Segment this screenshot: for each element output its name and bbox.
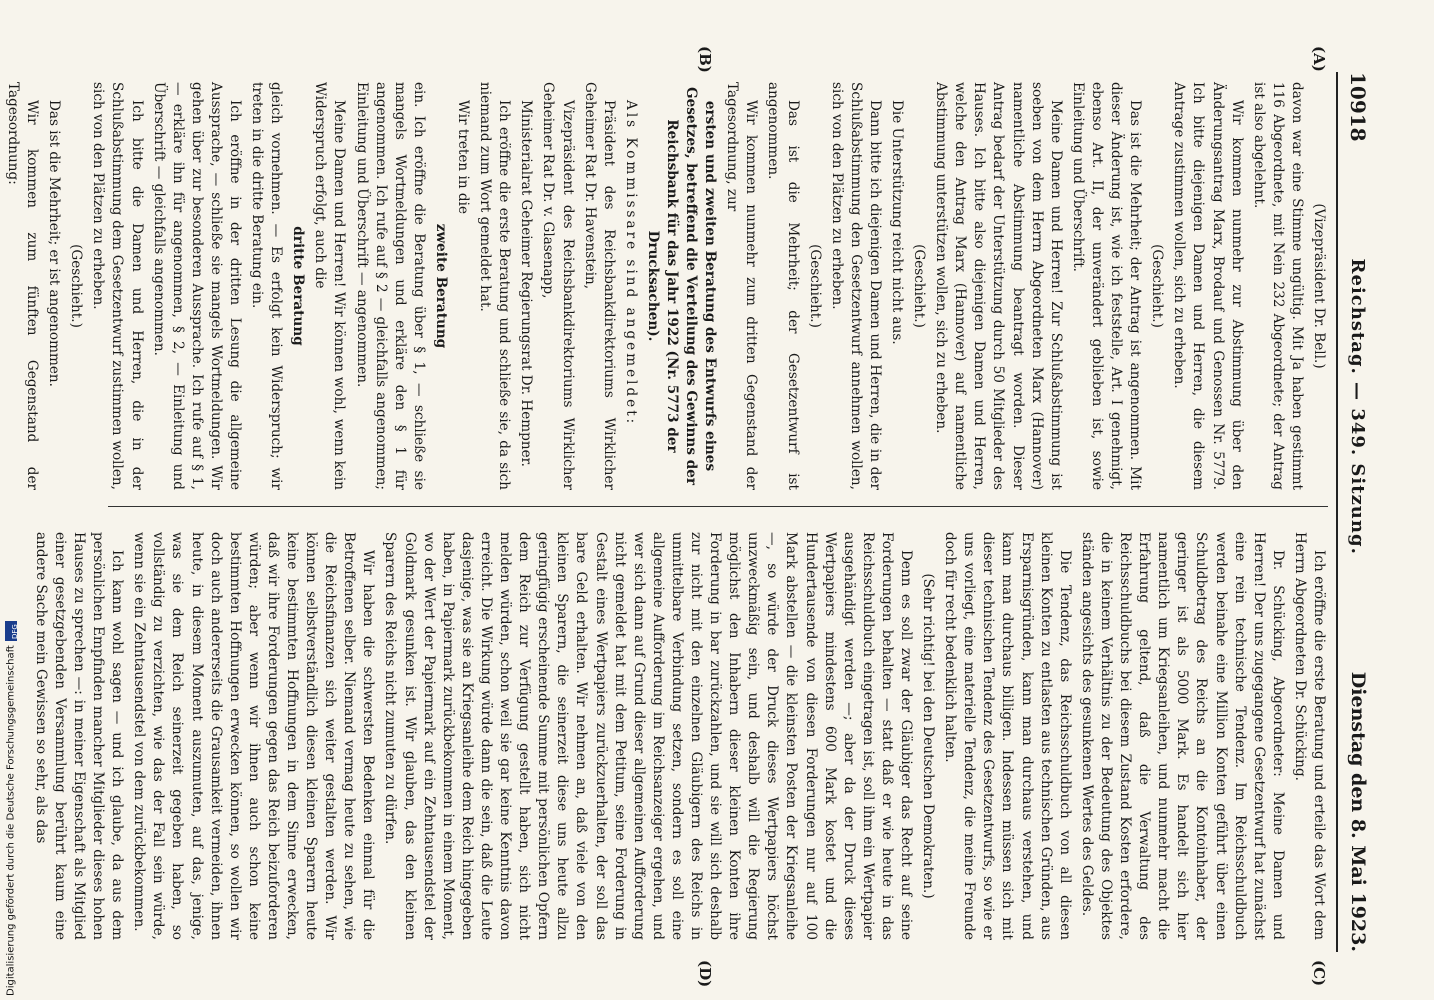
- left-column: [5, 82, 1328, 490]
- paragraph: Wir kommen zum fünften Gegenstand der Tagesordnung:: [5, 82, 41, 490]
- margin-mark-b: (B): [696, 46, 714, 73]
- running-title: Reichstag. — 349. Sitzung.: [1347, 258, 1369, 555]
- speaker-note: (Vizepräsident Dr. Bell.): [1311, 203, 1327, 369]
- section-heading: dritte Beratung: [290, 226, 307, 346]
- paragraph: Das ist die Mehrheit; der Gesetzentwurf ist angenommen.: [765, 82, 801, 490]
- header-rule: [1336, 72, 1338, 952]
- page-header: [1342, 72, 1374, 952]
- paragraph: Die Unterstützung reicht nicht aus.: [889, 100, 906, 345]
- column-divider: [108, 506, 1328, 507]
- stage-note: (Geschieht.): [68, 244, 85, 328]
- agenda-item-title: ersten und zweiten Beratung des Entwurfs eines Gesetzes, betreffend die Verteilung des Gewinns der Reichsbank für das Jahr 1922 (Nr. 5773 der Drucksachen).: [644, 86, 719, 486]
- stage-note: (Geschieht.): [1149, 244, 1166, 328]
- stage-note: (Geschieht.): [806, 244, 823, 328]
- stage-note: (Sehr richtig! bei den Deutschen Demokraten.): [920, 573, 937, 899]
- digitization-credit: [4, 606, 18, 996]
- paragraph: Wir treten in die: [455, 100, 472, 215]
- paragraph: Die Tendenz, das Reichsschuldbuch von all diesen kleinen Konten zu entlasten aus technischen Gründen, aus Ersparnisgründen, kann man durchaus verstehen, und kann man durchaus billigen. Indessen müssen sich mit dieser technischen Tendenz des Gesetzentwurfs, so wie er uns vorliegt, eine materielle Tendenz, die meine Freunde doch für recht bedenklich halten.: [942, 532, 1073, 940]
- paragraph: Vizepräsident des Reichsbankdirektoriums Wirklicher Geheimer Rat Dr. v. Glasenapp,: [540, 82, 576, 490]
- margin-mark-a: (A): [1310, 46, 1328, 72]
- paragraph: Wir kommen nunmehr zum dritten Gegenstand der Tagesordnung, zur: [724, 82, 760, 490]
- margin-mark-c: (C): [1310, 960, 1328, 987]
- page-number: 10918: [1346, 72, 1370, 142]
- paragraph: Wir haben die schwersten Bedenken einmal für die Betroffenen selber. Niemand vermag heute zu sehen, wie die Reichsfinanzen sich weiter gestalten werden. Wir können selbstverständlich diesen kleinen Sparern heute keine bestimmten Hoffnungen in dem Sinne erwecken, daß wir ihre Forderungen gegen das Reich beizuforderen würden; aber wenn wir ihnen auch schon keine bestimmten Hoffnungen erwecken können, so wollen wir doch auch andererseits die Grausamkeit vermeiden, ihnen heute, in diesem Moment auszumuten, auf das, jenige, was sie dem Reich seinerzeit gegeben haben, so vollständig zu verzichten, wie das der Fall sein würde, wenn sie ein Zehntausendstel von dem zurückbekommen.: [131, 532, 377, 940]
- paragraph: Ich eröffne in der dritten Lesung die allgemeine Aussprache, — schließe sie mangels Wortmeldungen. Wir gehen über zur besonderen Aussprache. Ich rufe auf § 1, — erkläre ihn für angenommen, § 2, — Einleitung und Überschrift — gleichfalls angenommen.: [150, 82, 244, 490]
- section-heading: zweite Beratung: [432, 223, 449, 349]
- paragraph: Ministerialrat Geheimer Regierungsrat Dr. Hempner.: [518, 100, 535, 467]
- paragraph: gleich vornehmen. — Es erfolgt kein Widerspruch; wir treten in die dritte Beratung ein.: [249, 82, 285, 490]
- paragraph: Präsident des Reichsbankdirektoriums Wirklicher Geheimer Rat Dr. Havenstein,: [581, 82, 617, 490]
- credit-text: Digitalisierung gefördert durch die Deutsche Forschungsgemeinschaft: [5, 645, 17, 996]
- session-date: Dienstag den 8. Mai 1923.: [1347, 671, 1369, 952]
- paragraph: Dann bitte ich diejenigen Damen und Herren, die in der Schlußabstimmung den Gesetzentwurf annehmen wollen, sich von den Plätzen zu erheben.: [828, 82, 883, 490]
- paragraph: Ich eröffne die erste Beratung und schließe sie, da sich niemand zum Wort gemeldet hat.: [477, 82, 513, 490]
- paragraph: Das ist die Mehrheit; der Antrag ist angenommen. Mit dieser Änderung ist, wie ich feststelle, Art. I genehmigt, ebenso Art. II, der unverändert geblieben ist, sowie Einleitung und Überschrift.: [1069, 82, 1144, 490]
- paragraph: Denn es soll zwar der Gläubiger das Recht auf seine Forderungen behalten — statt daß er wie heute in das Reichsschuldbuch eingetragen ist, soll ihm ein Wertpapier ausgehändigt werden —; aber da der Druck dieses Wertpapiers mindestens 600 Mark kostet und die Hundertausende von diesen Forderungen nur auf 100 Mark abstellen — die kleinsten Posten der Kriegsanleihe —, so würde der Druck dieses Wertpapiers höchst unzweckmäßig sein, und deshalb will die Regierung möglichst den Inhabern dieser kleinen Konten ihre Forderung in bar zurückzahlen, und sie will sich deshalb zur nicht mit den einzelnen Gläubigern des Reichs in unmittelbare Verbindung setzen, sondern es soll eine allgemeine Aufforderung im Reichsanzeiger ergehen, und wer sich dann auf Grund dieser allgemeinen Aufforderung nicht gemeldet hat mit dem Petitum, seine Forderung in Gestalt eines Wertpapiers zurückzuerhalten, der soll das bare Geld erhalten. Wir nehmen an, daß viele von den kleinen Sparern, die seinerzeit diese uns heute allzu geringfügig erscheinende Summe mit persönlichen Opfern dem Reich zur Verfügung gestellt haben, sich nicht melden würden, schon weil sie gar keine Kenntnis davon erreicht. Die Wirkung würde dann die sein, daß die Leute dasjenige, was sie an Kriegsanleihe dem Reich hingegeben haben, in Papiermark zurückbekommen in einem Moment, wo der Wert der Papiermark auf ein Zehntausendstel der Goldmark gesunken ist. Wir glauben, das den kleinen Sparern des Reichs nicht zumuten zu dürfen.: [382, 532, 915, 941]
- paragraph: Meine Damen und Herren! Wir können wohl, wenn kein Widerspruch erfolgt, auch die: [312, 82, 348, 490]
- margin-mark-d: (D): [696, 960, 714, 988]
- paragraph: Das ist die Mehrheit; er ist angenommen.: [46, 100, 63, 387]
- paragraph: Dr. Schücking, Abgeordneter: Meine Damen und Herren! Der uns zugegangene Gesetzentwurf hat zunächst eine rein technische Tendenz. Im Reichsschuldbuch werden beinahe eine Million Konten geführt über einen Schuldbetrag des Reichs an die Kontoinhaber, der geringer ist als 5000 Mark. Es handelt sich hier namentlich um Kriegsanleihen, und nunmehr macht die Erfahrung geltend, daß die Verwaltung des Reichsschuldbuchs bei diesem Zustand Kosten erfordere, die in keinem Verhältnis zu der Bedeutung des Objektes ständen angesichts des gesunkenen Wertes des Geldes.: [1078, 532, 1286, 940]
- paragraph: Ich kann wohl sagen — und ich glaube, da aus dem persönlichen Empfinden mancher Mitglieder dieses hohen Hauses zu sprechen —: in meiner Eigenschaft als Mitglied einer gesetzgebenden Versammlung berührt kaum eine andere Sache mein Gewissen so sehr, als das: [32, 532, 126, 940]
- paragraph: Ich eröffne die erste Beratung und erteile das Wort dem Herrn Abgeordneten Dr. Schücking.: [1291, 532, 1327, 940]
- dfg-logo: DFG: [5, 621, 17, 641]
- paragraph: davon war eine Stimme ungültig. Mit Ja haben gestimmt 116 Abgeordnete, mit Nein 232 Abgeordnete; der Antrag ist also abgelehnt.: [1250, 82, 1305, 490]
- paragraph: ein. Ich eröffne die Beratung über § 1, — schließe sie mangels Wortmeldungen und erkläre den § 1 für angenommen. Ich rufe auf § 2 — gleichfalls angenommen; Einleitung und Überschrift — angenommen.: [353, 82, 427, 490]
- paragraph: Meine Damen und Herren! Zur Schlußabstimmung ist soeben von dem Herrn Abgeordneten Marx (Hannover) namentliche Abstimmung beantragt worden. Dieser Antrag bedarf der Unterstützung durch 50 Mitglieder des Hauses. Ich bitte also diejenigen Damen und Herren, welche den Antrag Marx (Hannover) auf namentliche Abstimmung unterstützen wollen, sich zu erheben.: [933, 82, 1064, 490]
- stage-note: (Geschieht.): [911, 244, 928, 328]
- paragraph: Wir kommen nunmehr zur Abstimmung über den Änderungsantrag Marx, Brodauf und Genossen Nr. 5779. Ich bitte diejenigen Damen und Herren, die diesem Antrage zustimmen wollen, sich zu erheben.: [1171, 82, 1245, 490]
- right-column: [32, 532, 1328, 941]
- paragraph: Ich bitte die Damen und Herren, die in der Schlußabstimmung dem Gesetzentwurf zustimmen wollen, sich von den Plätzen zu erheben.: [90, 82, 145, 490]
- paragraph: Als Kommissare sind angemeldet:: [622, 100, 639, 427]
